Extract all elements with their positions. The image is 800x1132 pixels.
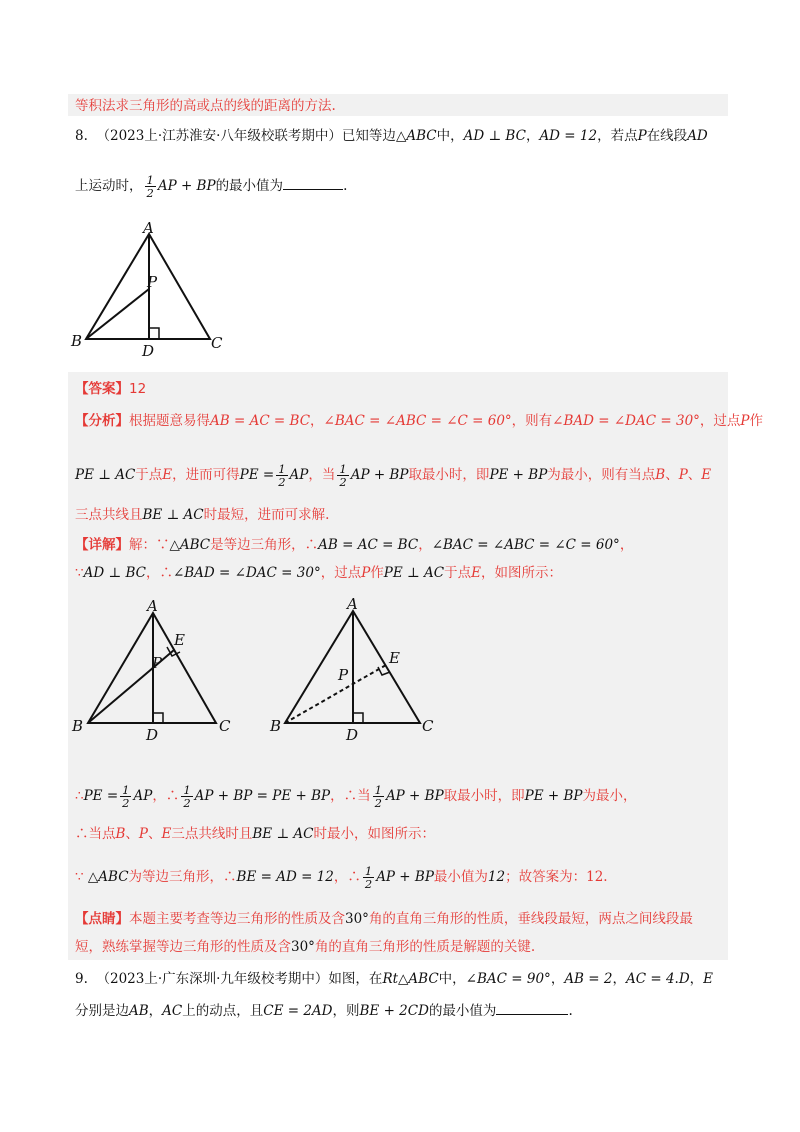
fig2-label-a: A xyxy=(147,597,158,615)
analysis-text: 作 xyxy=(749,413,764,429)
comment-line2 xyxy=(75,938,535,956)
detail-text: 时最小，如图所示： xyxy=(313,826,436,842)
math-be-ad-12: BE = AD = 12 xyxy=(236,869,334,885)
math-ab-2: AB = 2 xyxy=(564,971,613,987)
analysis-text: ，进而可得 xyxy=(172,467,240,483)
math-be-perp-ac: BE ⊥ AC xyxy=(252,826,314,842)
q9-text: . xyxy=(568,1003,573,1019)
q8-text: 上运动时， xyxy=(75,178,143,194)
fig2-label-p: P xyxy=(152,654,163,672)
detail-text: ∴ xyxy=(75,788,84,804)
detail-text: 为等边三角形，∴ xyxy=(128,869,237,885)
math-ad-eq-12: AD = 12 xyxy=(539,128,598,144)
frac-num: 1 xyxy=(339,462,347,476)
q9-line2 xyxy=(75,1002,573,1020)
math-e: E xyxy=(703,971,714,987)
frac-den: 2 xyxy=(183,796,191,810)
math-be-2cd: BE + 2CD xyxy=(359,1003,429,1019)
math-eq-30: ∠BAD = ∠DAC = 30° xyxy=(172,565,321,581)
fraction-half xyxy=(120,784,131,809)
q8-text: 的最小值为 xyxy=(215,178,284,194)
q9-source: （2023上·广东深圳·九年级校考期中）如图，在 xyxy=(96,971,383,987)
analysis-text: 、 xyxy=(687,467,702,483)
math-ap: AP xyxy=(133,788,153,804)
math-ad-perp-bc: AD ⊥ BC xyxy=(83,565,146,581)
analysis-text: ，则有 xyxy=(511,413,553,429)
detail-text: ，∴当 xyxy=(330,788,371,804)
frac-num: 1 xyxy=(278,462,286,476)
detail-text: 、 xyxy=(125,826,139,842)
comment-text: 角的直角三角形的性质，垂线段最短，两点之间线段最 xyxy=(368,911,693,927)
math-ap-bp: AP + BP xyxy=(157,178,216,194)
math-eq-sides: AB = AC = BC xyxy=(210,413,311,429)
comment-label: 【点睛】 xyxy=(75,911,129,927)
q9-text: 中， xyxy=(438,971,466,987)
detail-text: ，∴ xyxy=(333,869,361,885)
math-ac: AC xyxy=(162,1003,183,1019)
detail-line4 xyxy=(75,825,435,843)
fig1-label-a: A xyxy=(143,219,154,237)
math-ab: AB xyxy=(129,1003,149,1019)
analysis-text: 、 xyxy=(665,467,679,483)
q8-number: 8. xyxy=(75,128,88,144)
analysis-text: 取最小时，即 xyxy=(408,467,490,483)
math-p: P xyxy=(678,467,688,483)
detail-line3 xyxy=(75,784,637,809)
math-twelve: 12 xyxy=(487,869,506,885)
math-rt-abc: Rt△ABC xyxy=(382,971,439,987)
math-ad: AD xyxy=(687,128,708,144)
math-pe-bp: PE + BP xyxy=(524,788,583,804)
fig3-label-b: B xyxy=(270,717,282,735)
analysis-text: 根据题意易得 xyxy=(129,413,210,429)
fraction-half xyxy=(363,865,374,890)
detail-text: ，∴ xyxy=(152,788,180,804)
detail-text: 、 xyxy=(148,826,162,842)
intro-tail: 等积法求三角形的高或点的线的距离的方法. xyxy=(75,98,336,114)
analysis-text: 于点 xyxy=(135,467,163,483)
comment-text: 本题主要考查等边三角形的性质及含 xyxy=(129,911,345,927)
fig3-label-d: D xyxy=(346,726,359,744)
math-eq-30: ∠BAD = ∠DAC = 30° xyxy=(552,413,700,429)
math-ap-bp: AP + BP xyxy=(385,788,444,804)
math-ap-bp: AP + BP xyxy=(350,467,409,483)
detail-label: 【详解】 xyxy=(75,537,129,553)
analysis-text: ，过点 xyxy=(699,413,741,429)
q8-source: （2023上·江苏淮安·八年级校联考期中）已知等边 xyxy=(96,128,396,144)
detail-line5 xyxy=(75,865,608,890)
math-p: P xyxy=(637,128,647,144)
fig3-label-e: E xyxy=(389,649,400,667)
answer-value: 12 xyxy=(129,381,147,397)
math-deg30: 30° xyxy=(345,911,369,927)
q8-text: ， xyxy=(525,128,540,144)
fig2-label-e: E xyxy=(174,631,185,649)
q9-text: ， xyxy=(612,971,626,987)
q8-text: 中， xyxy=(436,128,464,144)
frac-den: 2 xyxy=(374,796,382,810)
q9-text: 分别是边 xyxy=(75,1003,129,1019)
math-pe-eq: PE = xyxy=(83,788,119,804)
frac-den: 2 xyxy=(339,475,347,489)
analysis-text: 时最短，进而可求解. xyxy=(203,507,330,523)
math-p: P xyxy=(740,413,750,429)
detail-text: 于点 xyxy=(444,565,472,581)
fig3-label-a: A xyxy=(347,595,358,613)
frac-den: 2 xyxy=(146,186,154,200)
q9-text: ， xyxy=(689,971,704,987)
comment-text: 角的直角三角形的性质是解题的关键. xyxy=(314,939,536,955)
detail-text: 是等边三角形，∴ xyxy=(210,537,319,553)
math-b: B xyxy=(655,467,666,483)
math-ad-perp-bc: AD ⊥ BC xyxy=(463,128,526,144)
fig3-label-p: P xyxy=(338,666,349,684)
math-pe-perp-ac: PE ⊥ AC xyxy=(383,565,445,581)
math-e: E xyxy=(701,467,712,483)
math-ap-bp-eq: AP + BP = PE + BP xyxy=(194,788,331,804)
analysis-text: 为最小，则有当点 xyxy=(547,467,656,483)
fig2-label-b: B xyxy=(72,717,84,735)
detail-text: 作 xyxy=(370,565,384,581)
q9-number: 9. xyxy=(75,971,88,987)
math-triangle-abc: △ABC xyxy=(87,869,129,885)
detail-text: 最小值为 xyxy=(433,869,488,885)
q9-text: ， xyxy=(550,971,565,987)
math-eq-sides: AB = AC = BC xyxy=(318,537,419,553)
math-angle-bac-90: ∠BAC = 90° xyxy=(465,971,551,987)
math-triangle-abc: △ABC xyxy=(169,537,211,553)
frac-num: 1 xyxy=(122,783,130,797)
math-p: P xyxy=(361,565,371,581)
math-e: E xyxy=(471,565,481,581)
math-e: E xyxy=(161,826,172,842)
fig1-label-c: C xyxy=(211,334,223,352)
frac-den: 2 xyxy=(278,475,286,489)
detail-text: ，过点 xyxy=(320,565,362,581)
math-pe-bp: PE + BP xyxy=(489,467,548,483)
analysis-text: ，当 xyxy=(308,467,336,483)
detail-text: 三点共线时且 xyxy=(171,826,253,842)
math-ap-bp: AP + BP xyxy=(376,869,434,885)
math-pe-eq: PE = xyxy=(239,467,275,483)
answer-label: 【答案】 xyxy=(75,381,129,397)
detail-text: . xyxy=(603,869,608,885)
fraction-half xyxy=(373,784,384,809)
fraction-half xyxy=(181,784,192,809)
math-e: E xyxy=(162,467,173,483)
frac-num: 1 xyxy=(364,864,373,878)
fig2-label-c: C xyxy=(219,717,231,735)
fig2-label-d: D xyxy=(146,726,159,744)
math-ap: AP xyxy=(289,467,309,483)
detail-text: 解：∵ xyxy=(129,537,170,553)
q9-text: ， xyxy=(148,1003,163,1019)
math-triangle-abc: △ABC xyxy=(395,128,437,144)
math-ac-4: AC = 4 xyxy=(625,971,675,987)
math-d: D xyxy=(678,971,690,987)
fig1-label-b: B xyxy=(71,332,83,350)
analysis-text: 三点共线且 xyxy=(75,507,143,523)
detail-text: ，如图所示： xyxy=(480,565,562,581)
q9-text: ，则 xyxy=(332,1003,360,1019)
detail-text: 取最小时，即 xyxy=(443,788,525,804)
answer-blank xyxy=(496,1014,568,1015)
q9-text: 的最小值为 xyxy=(428,1003,497,1019)
fig1-label-d: D xyxy=(142,342,155,360)
math-p: P xyxy=(138,826,149,842)
frac-den: 2 xyxy=(122,796,130,810)
math-ce-2ad: CE = 2AD xyxy=(263,1003,333,1019)
q8-text: . xyxy=(343,178,348,194)
detail-answer: 12 xyxy=(586,869,604,885)
detail-text: 为最小， xyxy=(582,788,637,804)
q9-text: 上的动点，且 xyxy=(182,1003,264,1019)
math-b: B xyxy=(115,826,126,842)
frac-num: 1 xyxy=(374,783,382,797)
fig3-label-c: C xyxy=(422,717,434,735)
q8-text: 在线段 xyxy=(646,128,688,144)
q8-text: ，若点 xyxy=(597,128,638,144)
comment-text: 短，熟练掌握等边三角形的性质及含 xyxy=(75,939,291,955)
comment-line1 xyxy=(75,910,693,928)
analysis-line1: 【分析】根据题意易得AB = AC = BC，∠BAC = ∠ABC = ∠C = 60°，则有∠BAD = ∠DAC = 30°，过点P作 xyxy=(75,413,764,429)
detail-text: ∵ xyxy=(75,565,84,581)
frac-den: 2 xyxy=(364,877,373,891)
math-be-perp-ac: BE ⊥ AC xyxy=(142,507,204,523)
detail-text: ， xyxy=(418,537,432,553)
detail-text: ，∴ xyxy=(145,565,173,581)
detail-line1: 【详解】解：∵△ABC是等边三角形，∴AB = AC = BC，∠BAC = ∠ABC = ∠C = 60°， xyxy=(75,537,634,553)
detail-text: ；故答案为： xyxy=(505,869,587,885)
detail-text: ∴当点 xyxy=(75,826,116,842)
fig1-label-p: P xyxy=(147,273,158,291)
analysis-label: 【分析】 xyxy=(75,413,129,429)
math-pe-perp-ac: PE ⊥ AC xyxy=(75,467,136,483)
frac-num: 1 xyxy=(146,173,154,187)
q9-text: . xyxy=(674,971,679,987)
math-eq-angles: ∠BAC = ∠ABC = ∠C = 60° xyxy=(323,413,512,429)
math-eq-angles: ∠BAC = ∠ABC = ∠C = 60° xyxy=(431,537,620,553)
q9-line1 xyxy=(75,970,713,988)
detail-text: ∵ xyxy=(75,869,84,885)
math-deg30: 30° xyxy=(291,939,315,955)
frac-num: 1 xyxy=(183,783,191,797)
